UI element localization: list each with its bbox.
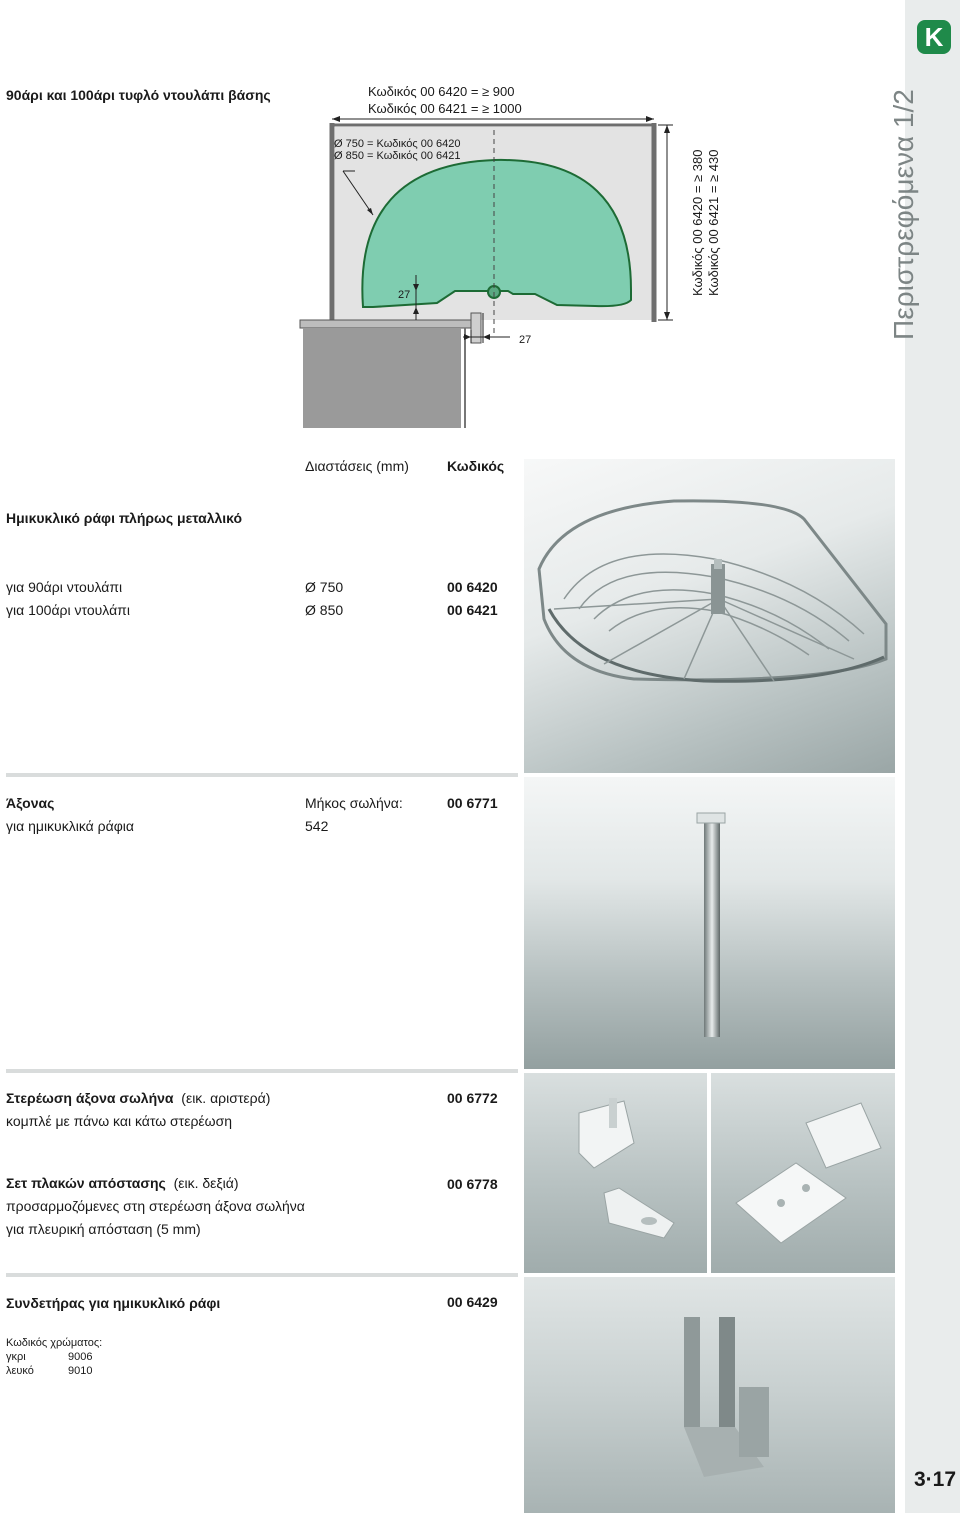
axis-photo [524,777,895,1069]
color-name: γκρι [6,1351,26,1363]
color-code: 9006 [68,1351,93,1363]
dimension-27-bottom: 27 [519,334,532,346]
brand-logo: K [917,20,951,54]
shelf-row-code: 00 6420 [447,579,498,595]
axis-dimension-label: Μήκος σωλήνα: [305,795,403,811]
dimension-27-left: 27 [398,289,411,301]
fixing-section-title: Στερέωση άξονα σωλήνα (εικ. αριστερά) [6,1090,271,1106]
fixing-code: 00 6772 [447,1090,498,1106]
color-code-title: Κωδικός χρώματος: [6,1337,103,1349]
page-title: 90άρι και 100άρι τυφλό ντουλάπι βάσης [6,87,271,103]
divider [6,773,518,777]
divider [6,1273,518,1277]
diameter-label-1: Ø 750 = Κωδικός 00 6420 [334,138,461,150]
spacer-description-1: προσαρμοζόμενες στη στερέωση άξονα σωλήνα [6,1198,305,1214]
adjacent-cabinet [303,328,461,428]
spacer-section-title: Σετ πλακών απόστασης (εικ. δεξιά) [6,1175,239,1191]
fixing-subtitle: κομπλέ με πάνω και κάτω στερέωση [6,1113,233,1129]
shelf-row-dimension: Ø 750 [305,579,344,595]
column-header-code: Κωδικός [447,458,505,474]
fixing-photo [524,1073,707,1273]
axis-section-title: Άξονας [6,795,55,811]
divider [6,1069,518,1073]
shelf-row-label: για 100άρι ντουλάπι [6,602,130,618]
spacer-code: 00 6778 [447,1176,498,1192]
connector-code: 00 6429 [447,1294,498,1310]
shelf-photo [524,459,895,773]
color-code: 9010 [68,1365,93,1377]
shelf-row-label: για 90άρι ντουλάπι [6,579,123,595]
section-title-vertical: Περιστρεφόμενα 1/2 [888,89,919,340]
connector-section-title: Συνδετήρας για ημικυκλικό ράφι [6,1295,221,1311]
axis-dimension-value: 542 [305,818,329,834]
depth-label-2: Κωδικός 00 6421 = ≥ 430 [706,149,721,296]
diameter-label-2: Ø 850 = Κωδικός 00 6421 [334,150,461,162]
spacer-description-2: για πλευρική απόσταση (5 mm) [6,1221,201,1237]
shelf-row-dimension: Ø 850 [305,602,344,618]
axis-subtitle: για ημικυκλικά ράφια [6,818,134,834]
width-label-2: Κωδικός 00 6421 = ≥ 1000 [368,101,522,116]
axis-code: 00 6771 [447,795,498,811]
page-number: 3·17 [914,1468,957,1491]
shelf-section-title: Ημικυκλικό ράφι πλήρως μεταλλικό [6,510,243,526]
column-header-dimensions: Διαστάσεις (mm) [305,458,409,474]
depth-label-1: Κωδικός 00 6420 = ≥ 380 [690,149,705,296]
width-label-1: Κωδικός 00 6420 = ≥ 900 [368,84,515,99]
connector-photo [524,1277,895,1513]
color-name: λευκό [6,1365,34,1377]
shelf-row-code: 00 6421 [447,602,498,618]
technical-drawing [295,75,740,435]
spacer-photo [711,1073,895,1273]
